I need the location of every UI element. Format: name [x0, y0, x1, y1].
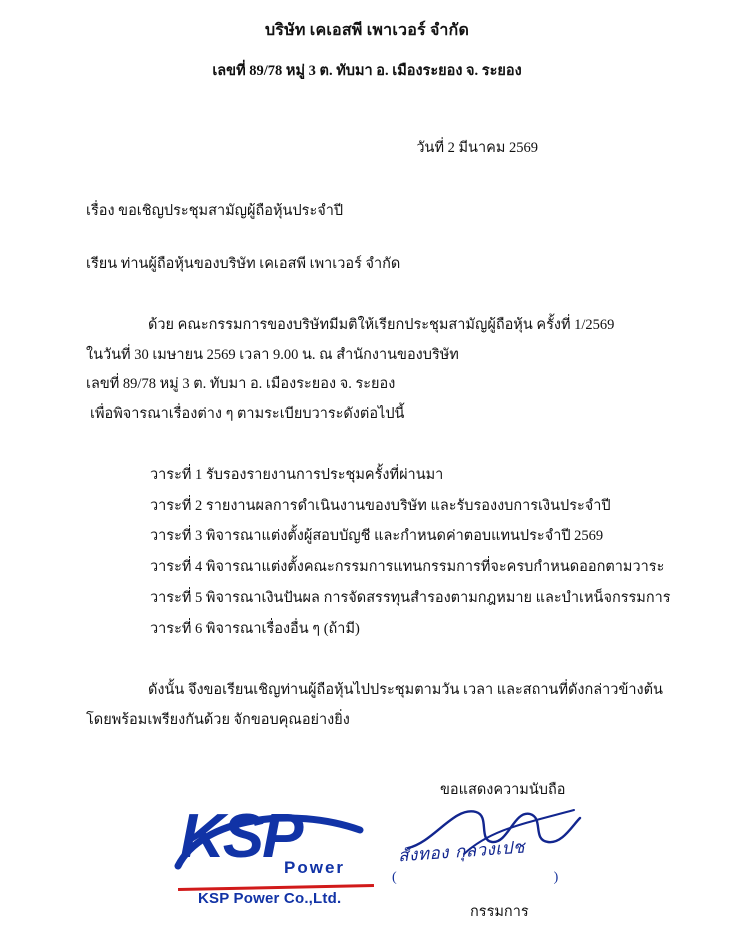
closing-line: ดังนั้น จึงขอเรียนเชิญท่านผู้ถือหุ้นไปประชุมตามวัน เวลา และสถานที่ดังกล่าวข้างต้น	[148, 682, 663, 699]
body-line: ด้วย คณะกรรมการของบริษัทมีมติให้เรียกประชุมสามัญผู้ถือหุ้น ครั้งที่ 1/2569	[148, 317, 615, 333]
company-logo	[172, 801, 382, 916]
logo-power-text: Power	[284, 857, 346, 877]
signature-script: สังทอง กุลวงเปช	[397, 837, 526, 867]
logo-mark: KSP	[180, 801, 302, 871]
body-line: เลขที่ 89/78 หมู่ 3 ต. ทับมา อ. เมืองระยอง จ. ระยอง	[86, 376, 396, 393]
document-header	[0, 18, 734, 82]
signature-area	[0, 778, 734, 938]
closing-line: โดยพร้อมเพรียงกันด้วย จักขอบคุณอย่างยิ่ง	[86, 712, 350, 728]
company-address: เลขที่ 89/78 หมู่ 3 ต. ทับมา อ. เมืองระยอง จ. ระยอง	[212, 63, 522, 79]
signature-title: กรรมการ	[470, 903, 529, 920]
company-name: บริษัท เคเอสพี เพาเวอร์ จำกัด	[264, 22, 470, 39]
signature-paren-right: )	[553, 869, 559, 885]
logo-subtitle: KSP Power Co.,Ltd.	[198, 889, 342, 907]
body-line: เพื่อพิจารณาเรื่องต่าง ๆ ตามระเบียบวาระดังต่อไปนี้	[90, 406, 405, 423]
body-line: ในวันที่ 30 เมษายน 2569 เวลา 9.00 น. ณ สำนักงานของบริษัท	[86, 346, 459, 363]
signature-name-line	[392, 870, 558, 886]
signature-paren-left: (	[392, 869, 397, 885]
agenda-item: วาระที่ 4 พิจารณาแต่งตั้งคณะกรรมการแทนกรรมการที่จะครบกำหนดออกตามวาระ	[150, 559, 665, 576]
agenda-item: วาระที่ 3 พิจารณาแต่งตั้งผู้สอบบัญชี และกำหนดค่าตอบแทนประจำปี 2569	[150, 528, 604, 545]
agenda-list	[0, 460, 734, 644]
agenda-item: วาระที่ 5 พิจารณาเงินปันผล การจัดสรรทุนสำรองตามกฎหมาย และบำเหน็จกรรมการ	[150, 589, 671, 606]
document-closing	[0, 676, 734, 735]
document-date: วันที่ 2 มีนาคม 2569	[416, 140, 538, 156]
document-subject: เรื่อง ขอเชิญประชุมสามัญผู้ถือหุ้นประจำปี	[86, 203, 344, 219]
document-body	[0, 311, 734, 430]
regards-text: ขอแสดงความนับถือ	[440, 781, 566, 798]
document-page	[0, 18, 734, 920]
agenda-item: วาระที่ 2 รายงานผลการดำเนินงานของบริษัท และรับรองงบการเงินประจำปี	[150, 497, 611, 514]
document-salutation: เรียน ท่านผู้ถือหุ้นของบริษัท เคเอสพี เพาเวอร์ จำกัด	[86, 256, 401, 272]
agenda-item: วาระที่ 6 พิจารณาเรื่องอื่น ๆ (ถ้ามี)	[150, 620, 360, 637]
agenda-item: วาระที่ 1 รับรองรายงานการประชุมครั้งที่ผ่านมา	[150, 466, 444, 483]
